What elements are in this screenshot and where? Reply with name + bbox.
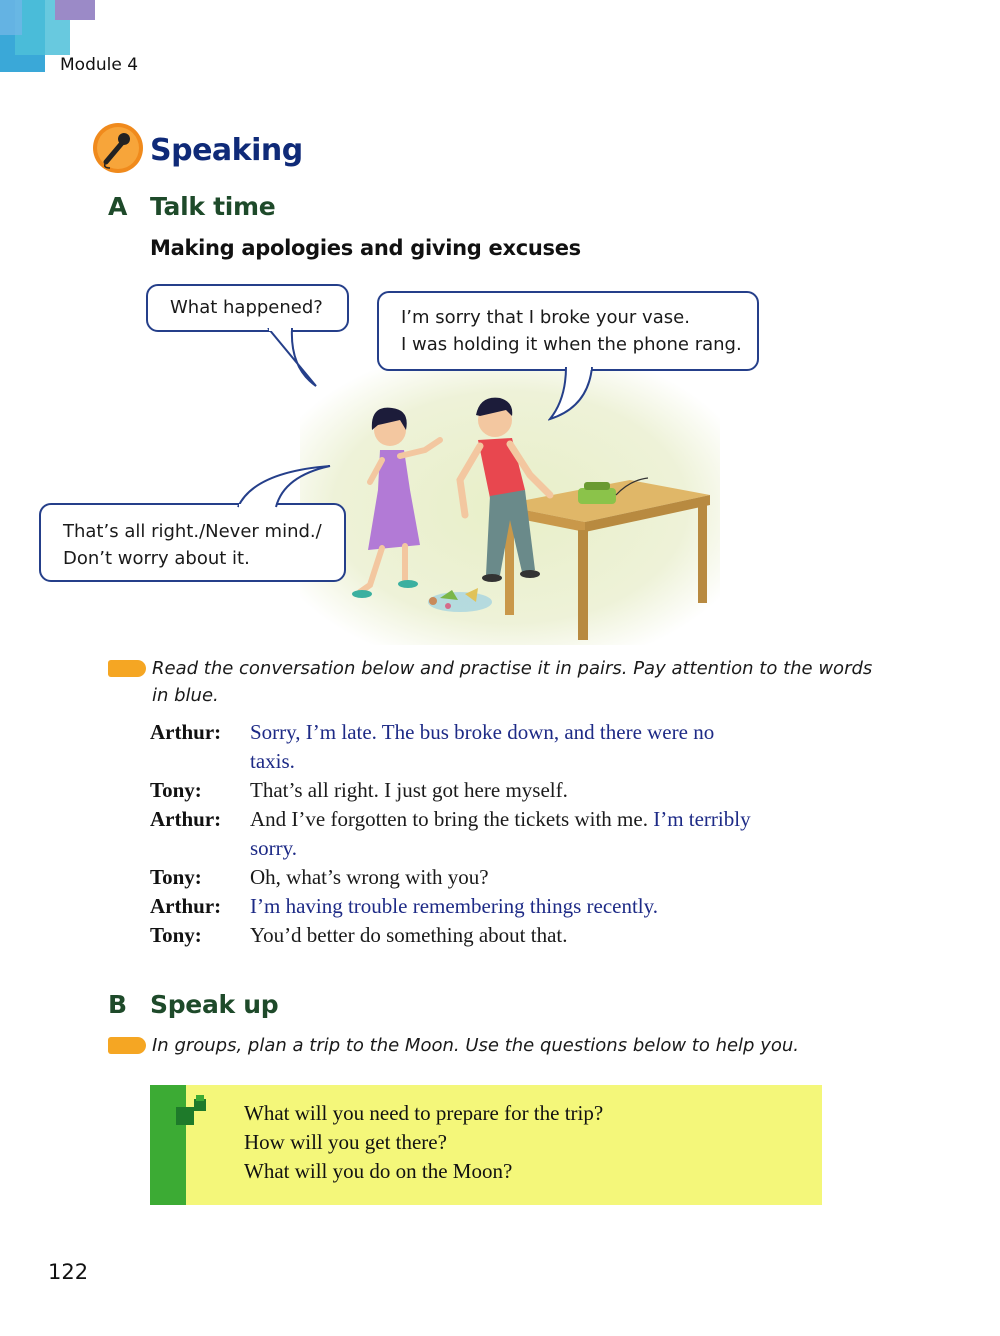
bubble-tail (262, 328, 322, 388)
microphone-icon (92, 122, 144, 174)
instruction-text: in blue. (152, 685, 219, 706)
blue-phrase: I’m having trouble remembering things recently. (250, 894, 659, 918)
instruction-text: Read the conversation below and practise it in pairs. Pay attention to the words (152, 658, 873, 679)
apology-scene-illustration (300, 370, 720, 645)
topic-heading: Making apologies and giving excuses (150, 236, 581, 260)
blue-phrase: I’m terribly (653, 807, 751, 831)
question-item: What will you need to prepare for the trip? (244, 1101, 604, 1125)
bubble-text: That’s all right./Never mind./ (63, 521, 322, 542)
bubble-text: What happened? (170, 297, 323, 318)
instruction-text: In groups, plan a trip to the Moon. Use the questions below to help you. (152, 1035, 799, 1056)
dialogue-line (150, 921, 890, 950)
speech-bubble-apology (377, 291, 759, 371)
blue-phrase: taxis. (250, 749, 295, 773)
instruction-a (108, 655, 872, 709)
section-title: Speaking (150, 133, 303, 168)
dialogue-text: Oh, what’s wrong with you? (250, 865, 489, 889)
instruction-tag-icon (108, 1037, 146, 1054)
dialogue-text: You’d better do something about that. (250, 923, 568, 947)
dialogue-line (150, 776, 890, 805)
speaker: Tony: (150, 778, 202, 802)
blue-phrase: Sorry, I’m late. The bus broke down, and there were no (250, 720, 715, 744)
speech-bubble-question (146, 284, 349, 332)
part-b-letter: B (108, 990, 128, 1019)
bubble-text: I was holding it when the phone rang. (401, 334, 742, 355)
part-a-letter: A (108, 192, 128, 221)
speaker: Tony: (150, 923, 202, 947)
squares-icon (174, 1095, 214, 1129)
speaker: Arthur: (150, 894, 222, 918)
speech-bubble-reply (39, 503, 346, 582)
part-b-title: Speak up (150, 990, 279, 1019)
dialogue-text: That’s all right. I just got here myself. (250, 778, 568, 802)
dialogue-line (150, 863, 890, 892)
speaker: Tony: (150, 865, 202, 889)
bubble-tail (548, 367, 598, 421)
speaker: Arthur: (150, 807, 222, 831)
questions-box (150, 1085, 822, 1205)
questions-list (244, 1099, 603, 1186)
page-number: 122 (48, 1260, 89, 1284)
speaker: Arthur: (150, 720, 222, 744)
dialogue-text: And I’ve forgotten to bring the tickets with me. (250, 807, 654, 831)
module-label: Module 4 (60, 55, 139, 75)
instruction-b (108, 1032, 799, 1059)
dialogue (150, 718, 890, 950)
dialogue-line (150, 718, 890, 776)
dialogue-line (150, 892, 890, 921)
dialogue-line (150, 805, 890, 863)
bubble-text: I’m sorry that I broke your vase. (401, 307, 690, 328)
part-a-title: Talk time (150, 192, 276, 221)
question-item: How will you get there? (244, 1130, 447, 1154)
instruction-tag-icon (108, 660, 146, 677)
question-item: What will you do on the Moon? (244, 1159, 513, 1183)
bubble-tail (234, 464, 334, 508)
bubble-text: Don’t worry about it. (63, 548, 250, 569)
blue-phrase: sorry. (250, 836, 298, 860)
